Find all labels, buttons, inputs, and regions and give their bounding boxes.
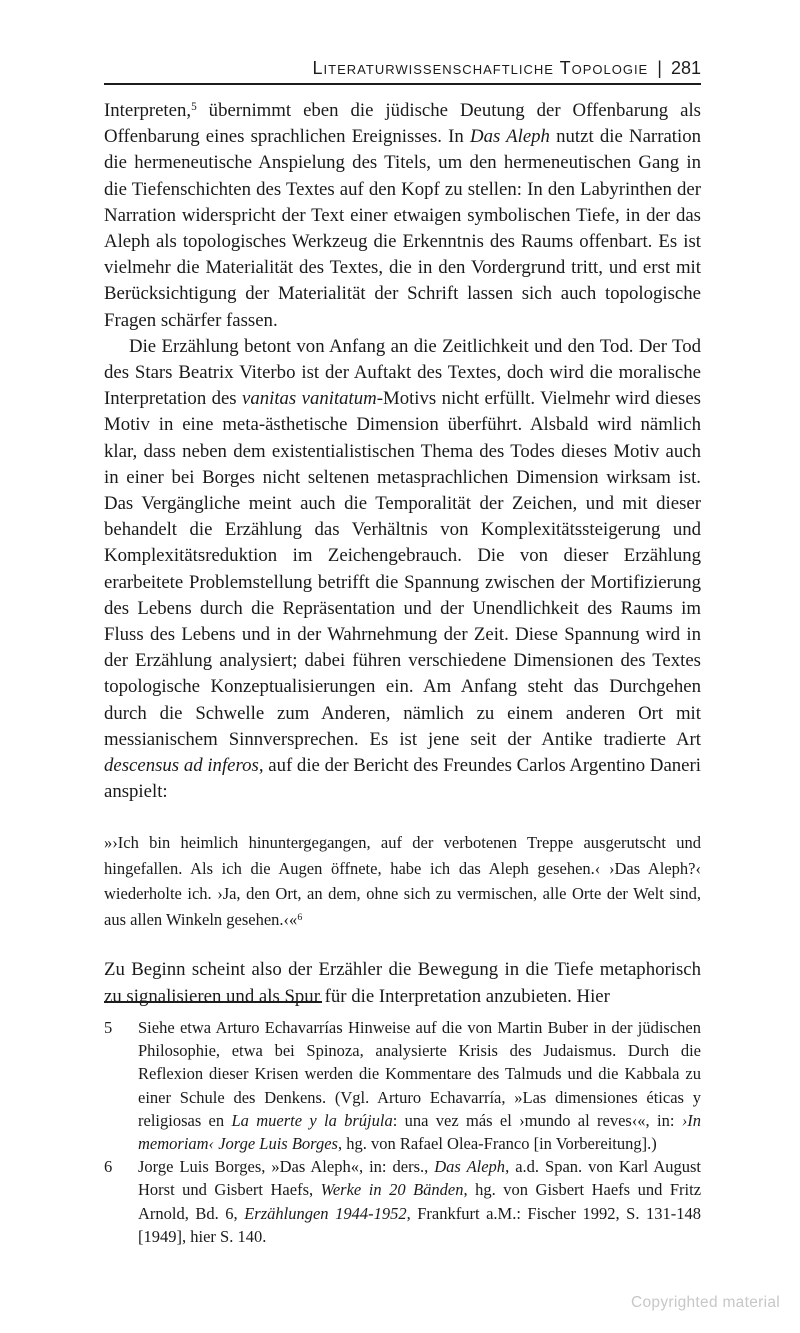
running-head-line — [104, 58, 701, 79]
paragraph-erzaehlung: Die Erzählung betont von Anfang an die Zeitlichkeit und den Tod. Der Tod des Stars Beatrix Viterbo ist der Auftakt des Textes, doch wird die moralische Interpretation des vanitas vanitatum-Motivs nicht erfüllt. Vielmehr wird dieses Motiv in eine meta-ästhetische Dimension überführt. Alsbald wird nämlich klar, dass neben dem existentialistischen Thema des Todes dieses Motiv auch in einer bei Borges nicht seltenen metasprachlichen Dimension wirksam ist. Das Vergängliche meint auch die Temporalität der Zeichen, und mit dieser behandelt die Erzählung das Verhältnis von Komplexitätssteigerung und Komplexitätsreduktion im Zeichengebrauch. Die von dieser Erzählung erarbeitete Problemstellung betrifft die Spannung zwischen der Mortifizierung des Lebens durch die Repräsentation und der Unendlichkeit des Raums im Fluss des Lebens und in der Wahrnehmung der Zeit. Diese Spannung wird in der Erzählung analysiert; dabei führen verschiedene Dimensionen des Textes topologische Konzeptualisierungen ein. Am Anfang steht das Durchgehen durch die Schwelle zum Anderen, nämlich zu einem anderen Ort mit messianischem Sinnversprechen. Es ist jene seit der Antike tradierte Art descensus ad inferos, auf die der Bericht des Freundes Carlos Argentino Daneri anspielt: — [104, 335, 701, 803]
footnote-number: 6 — [104, 1157, 113, 1177]
footnote-section — [104, 1001, 701, 1248]
main-text — [104, 98, 701, 1010]
footnote-number: 5 — [104, 1018, 113, 1037]
footnote-text: Siehe etwa Arturo Echavarrías Hinweise auf die von Martin Buber in der jüdischen Philosophie, etwa bei Spinoza, analysierte Krisis des Judaismus. Durch die Reflexion dieser Krisen werden die Kommentare des Talmuds und die Kabbala zu einer Schule des Denkens. (Vgl. Arturo Echavarría, »Las dimensiones éticas y religiosas en La muerte y la brújula: una vez más el ›mundo al reves‹«, in: ›In memoriam‹ Jorge Luis Borges, hg. von Rafael Olea-Franco [in Vorbereitung].) — [138, 1018, 701, 1154]
footnote-5 — [104, 1016, 701, 1155]
paragraph-interpreten: Interpreten,$^5$ übernimmt eben die jüdische Deutung der Offenbarung als Offenbarung eines sprachlichen Ereignisses. In Das Aleph nutzt die Narration die hermeneutische Anspielung des Titels, um den hermeneutischen Gang in die Tiefenschichten des Textes auf den Kopf zu stellen: In den Labyrinthen der Narration widerspricht der Text einer etwaigen symbolischen Tiefe, in der das Aleph als topologisches Werkzeug die Erkenntnis des Raums offenbart. Es ist vielmehr die Materialität des Textes, die in den Vordergrund tritt, und erst mit Berücksichtigung der Materialität der Schrift lassen sich auch topologische Fragen schärfer fassen. — [104, 100, 701, 331]
page-content — [104, 58, 701, 1010]
footnote-text: Jorge Luis Borges, »Das Aleph«, in: ders., Das Aleph, a.d. Span. von Karl August Horst und Gisbert Haefs, Werke in 20 Bänden, hg. von Gisbert Haefs und Fritz Arnold, Bd. 6, Erzählungen 1944-1952, Frankfurt a.M.: Fischer 1992, S. 131-148 [1949], hier S. 140. — [138, 1157, 702, 1246]
block-quote-aleph: »›Ich bin heimlich hinuntergegangen, auf der verbotenen Treppe ausgerutscht und hingefallen. Als ich die Augen öffnete, habe ich das Aleph gesehen.‹ ›Das Aleph?‹ wiederholte ich. ›Ja, den Ort, an dem, ohne sich zu vermischen, alle Orte der Welt sind, aus allen Winkeln gesehen.‹«$^6$ — [104, 833, 701, 929]
footnote-6 — [104, 1155, 701, 1248]
running-head-separator: | — [657, 58, 662, 78]
copyright-watermark: Copyrighted material — [630, 1294, 780, 1311]
header-rule — [104, 83, 701, 85]
page-number: 281 — [670, 58, 701, 78]
footnote-separator-rule — [104, 1001, 322, 1003]
running-head — [104, 58, 701, 85]
paragraph-zu-beginn: Zu Beginn scheint also der Erzähler die Bewegung in die Tiefe metaphorisch zu signalisieren und als Spur für die Interpretation anzubieten. Hier — [104, 959, 701, 1007]
running-head-title: Literaturwissenschaftliche Topologie — [312, 58, 649, 78]
